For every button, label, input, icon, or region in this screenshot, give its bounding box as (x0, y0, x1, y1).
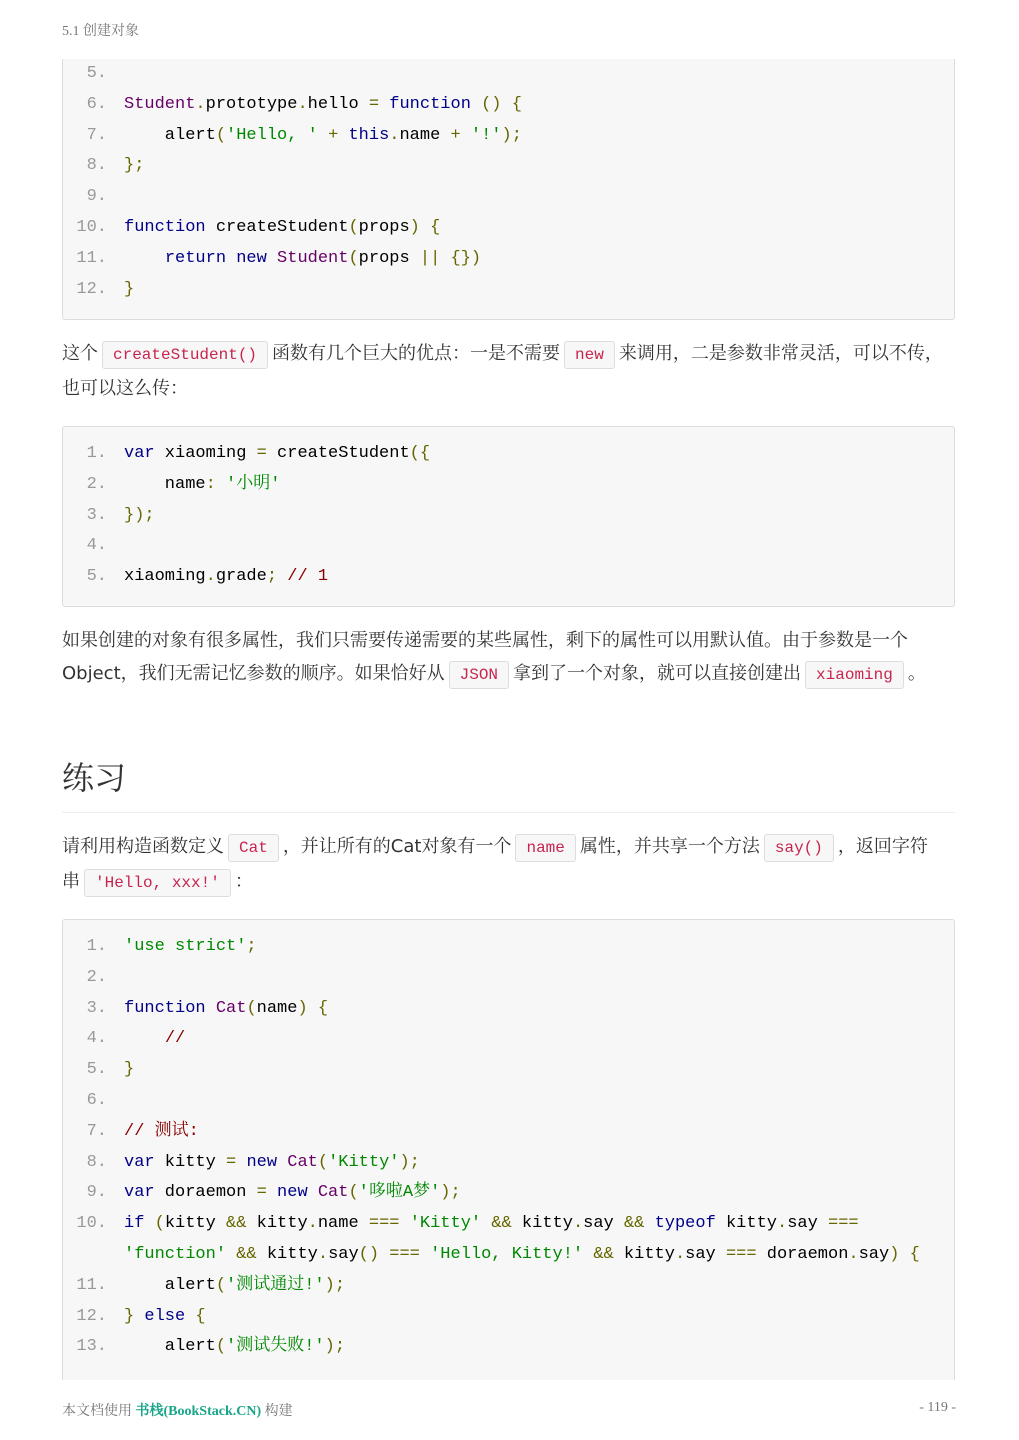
code-token (308, 1183, 318, 1202)
code-token: ( (246, 998, 257, 1018)
inline-code: xiaoming (805, 661, 904, 689)
code-token: '!' (470, 125, 502, 145)
code-token: ) (889, 1244, 900, 1264)
line-number: 7. (86, 1121, 107, 1141)
code-token: Cat (215, 998, 247, 1018)
code-line (63, 1332, 954, 1363)
code-token: === (389, 1244, 420, 1264)
section-heading: 练习 (62, 756, 955, 813)
code-token: alert (124, 125, 216, 145)
code-line (63, 121, 954, 152)
code-token: alert (124, 1275, 216, 1295)
code-token: . (848, 1244, 859, 1264)
code-token: kitty (715, 1214, 777, 1234)
code-token (420, 218, 430, 237)
line-number: 2. (86, 474, 107, 494)
code-line (63, 59, 954, 90)
code-token: say (328, 1244, 359, 1264)
code-token (420, 1245, 430, 1264)
code-token: 'Hello, ' (226, 125, 318, 145)
line-number: 3. (86, 505, 107, 525)
code-token: { (195, 1306, 206, 1326)
code-token (461, 126, 471, 145)
code-text (124, 562, 328, 593)
code-token: ); (501, 125, 522, 145)
paragraph-text: 。 (907, 663, 926, 684)
code-token: // 1 (287, 567, 329, 587)
paragraph-text: 属性，并共享一个方法 (579, 836, 760, 857)
footer-prefix: 本文档使用 (62, 1404, 132, 1419)
code-line (63, 1178, 954, 1209)
code-token: && (236, 1244, 257, 1264)
inline-code: 'Hello, xxx!' (84, 869, 231, 897)
bookstack-link[interactable]: 书栈(BookStack.CN) (135, 1404, 262, 1419)
line-number: 5. (86, 64, 107, 83)
code-text (124, 90, 522, 121)
code-token: . (317, 1244, 329, 1264)
code-text (124, 501, 155, 532)
code-text (124, 470, 280, 501)
line-number: 6. (86, 1090, 107, 1110)
code-text (124, 1148, 420, 1179)
code-token (267, 249, 277, 268)
code-token (440, 249, 450, 268)
code-token: + (450, 125, 461, 145)
page-number: - 119 - (919, 1400, 956, 1415)
line-number: 9. (86, 1183, 107, 1203)
line-number: 8. (86, 156, 107, 176)
code-token: && (623, 1214, 645, 1234)
line-number: 8. (86, 1152, 107, 1172)
code-token (277, 1153, 287, 1172)
code-token: typeof (654, 1214, 716, 1234)
code-token: . (777, 1214, 788, 1234)
code-text (124, 994, 328, 1025)
line-number: 13. (76, 1337, 107, 1357)
code-token: ( (154, 1214, 165, 1234)
code-token (134, 1307, 144, 1326)
footer-suffix: 构建 (264, 1404, 293, 1419)
code-token: doraemon (154, 1183, 257, 1203)
code-token: . (389, 125, 400, 145)
code-token: hello (307, 94, 369, 114)
code-token: } (124, 1306, 135, 1326)
code-text (124, 1302, 206, 1333)
code-token: name (399, 125, 451, 145)
line-number: 4. (86, 1029, 107, 1049)
code-token: props (358, 217, 410, 237)
code-token: alert (124, 1337, 216, 1357)
line-number: 1. (86, 937, 107, 956)
code-line (63, 182, 954, 213)
code-token (308, 999, 318, 1018)
code-token (583, 1245, 593, 1264)
code-line (63, 1302, 954, 1333)
code-token: === (725, 1244, 757, 1264)
code-line (63, 531, 954, 562)
code-token (481, 1214, 491, 1233)
code-token: new (246, 1152, 278, 1172)
line-number: 6. (86, 94, 107, 114)
code-token: . (297, 94, 308, 114)
code-token: '小明' (226, 474, 281, 494)
line-number: 5. (86, 567, 107, 587)
code-token: ) (297, 998, 308, 1018)
code-line (63, 90, 954, 121)
code-token: () (358, 1244, 380, 1264)
code-token (236, 1153, 246, 1172)
code-token (399, 1214, 409, 1233)
code-token (471, 95, 481, 114)
code-line (63, 932, 954, 963)
code-token: ) (409, 217, 420, 237)
code-line (63, 1271, 954, 1302)
code-line (63, 1086, 954, 1117)
code-token: 'use strict' (124, 937, 247, 956)
inline-code: createStudent() (102, 341, 268, 369)
code-token: && (491, 1214, 512, 1234)
code-line (63, 213, 954, 244)
paragraph-text: ，并让所有的Cat对象有一个 (282, 836, 512, 857)
line-number: 10. (76, 1214, 107, 1234)
code-text (124, 1024, 185, 1055)
line-number: 1. (86, 444, 107, 463)
code-token: . (195, 94, 206, 114)
code-token: var (124, 1152, 155, 1172)
code-token: Cat (287, 1152, 318, 1172)
code-token: createStudent (205, 217, 349, 237)
code-token: prototype (205, 94, 298, 114)
code-text (124, 1332, 345, 1363)
code-token: } (124, 279, 135, 299)
code-token: // 测试: (124, 1121, 199, 1141)
code-token (226, 1245, 236, 1264)
code-token: '测试通过!' (226, 1275, 325, 1295)
code-token (379, 95, 389, 114)
code-token: xiaoming (154, 444, 257, 463)
inline-code: new (564, 341, 615, 369)
code-token: } (124, 1060, 135, 1080)
code-token: new (236, 248, 267, 268)
code-token (226, 249, 236, 268)
paragraph-default-values (62, 624, 955, 692)
code-token: kitty (164, 1214, 227, 1234)
line-number: 7. (86, 125, 107, 145)
code-token (206, 999, 216, 1018)
code-token: var (124, 1183, 155, 1203)
code-token: 'Kitty' (328, 1152, 400, 1172)
code-token: ); (324, 1337, 346, 1357)
code-token: var (124, 444, 155, 463)
code-token: kitty (154, 1152, 227, 1172)
paragraph-exercise (62, 830, 955, 900)
code-text (124, 1178, 461, 1209)
line-number: 5. (86, 1060, 107, 1080)
code-token: ( (348, 248, 359, 268)
code-token: . (572, 1214, 584, 1234)
code-token: Student (124, 94, 196, 114)
code-token: 'Kitty' (409, 1214, 482, 1234)
code-token: ( (215, 1337, 227, 1357)
code-text (124, 121, 522, 152)
code-line (63, 501, 954, 532)
code-token: = (368, 94, 380, 114)
code-line (63, 562, 954, 593)
inline-code: name (515, 834, 575, 862)
inline-code: Cat (228, 834, 279, 862)
code-token: kitty (613, 1244, 675, 1264)
code-token: && (593, 1244, 614, 1264)
code-token (644, 1214, 654, 1233)
line-number: 10. (76, 217, 107, 237)
code-token: grade (215, 567, 267, 587)
code-token: kitty (256, 1244, 318, 1264)
code-line (63, 963, 954, 994)
code-token (277, 567, 287, 586)
code-token (318, 126, 328, 145)
line-number: 3. (86, 998, 107, 1018)
code-block-cat-exercise (62, 919, 955, 1380)
code-token: props (358, 248, 420, 268)
code-token: || (419, 248, 441, 268)
paragraph-text: 请利用构造函数定义 (62, 836, 224, 857)
code-token: 'Hello, Kitty!' (430, 1244, 584, 1264)
code-token: = (256, 1183, 267, 1203)
code-token: xiaoming (124, 567, 206, 587)
code-token: = (256, 444, 267, 463)
code-token: ( (215, 1275, 227, 1295)
code-token: ; (246, 937, 257, 956)
code-line (63, 439, 954, 470)
code-token: }); (124, 505, 155, 525)
paragraph-create-student (62, 337, 955, 405)
code-token: ( (348, 1183, 359, 1203)
line-number: 12. (76, 279, 107, 299)
code-token: ({ (409, 444, 431, 463)
code-token (899, 1245, 909, 1264)
code-token: say (685, 1244, 726, 1264)
code-text (124, 1209, 859, 1240)
code-token: name (256, 998, 298, 1018)
code-token: { (909, 1244, 920, 1264)
code-line (63, 1024, 954, 1055)
code-text (124, 213, 440, 244)
code-block-create-xiaoming (62, 426, 955, 607)
code-line (63, 1148, 954, 1179)
code-text (124, 439, 430, 470)
code-token: ( (215, 125, 227, 145)
code-block-student-prototype (62, 59, 955, 320)
code-token: // (164, 1029, 186, 1049)
code-token: kitty (246, 1214, 308, 1234)
code-token: else (144, 1306, 186, 1326)
line-number: 2. (86, 967, 107, 987)
code-token: ); (324, 1275, 346, 1295)
code-line (63, 994, 954, 1025)
code-text (124, 275, 134, 306)
inline-code: say() (764, 834, 834, 862)
code-token: return (164, 248, 227, 268)
code-text (124, 1055, 134, 1086)
footer-credit (62, 1400, 293, 1420)
code-token: 'function' (124, 1244, 227, 1264)
code-token: . (674, 1244, 686, 1264)
code-text (124, 1240, 920, 1271)
code-token (338, 126, 348, 145)
code-token: + (328, 125, 339, 145)
code-token: say (858, 1244, 890, 1264)
code-token: function (124, 998, 206, 1018)
code-token: ( (317, 1152, 329, 1172)
paragraph-text: 这个 (62, 343, 98, 364)
code-token: { (317, 998, 329, 1018)
code-token: {}) (450, 248, 482, 268)
code-token: . (307, 1214, 318, 1234)
code-token: function (389, 94, 471, 114)
code-text (124, 1117, 199, 1148)
code-token: '测试失败!' (226, 1337, 325, 1357)
code-line (63, 470, 954, 501)
code-token: }; (124, 156, 145, 176)
code-line (63, 275, 954, 306)
code-token (144, 1214, 154, 1233)
code-text (124, 1271, 345, 1302)
code-token: ); (399, 1152, 420, 1172)
code-token: Cat (317, 1183, 349, 1203)
code-token: '哆啦A梦' (358, 1183, 441, 1203)
code-token: ; (266, 567, 278, 587)
line-number: 9. (86, 187, 107, 207)
line-number: 4. (86, 536, 107, 556)
code-token: { (430, 217, 441, 237)
paragraph-text: 函数有几个巨大的优点：一是不需要 (272, 343, 561, 364)
code-token: this (348, 125, 390, 145)
code-line (63, 1055, 954, 1086)
inline-code: JSON (449, 661, 509, 689)
paragraph-text: ，返回字符串 (62, 836, 928, 892)
code-token (124, 1029, 165, 1048)
code-token: kitty (511, 1214, 573, 1234)
code-token (216, 475, 226, 494)
code-token: === (828, 1214, 859, 1234)
code-token: Student (277, 248, 349, 268)
paragraph-text: ： (234, 871, 253, 892)
code-token: . (205, 567, 216, 587)
code-token: () { (481, 94, 522, 114)
paragraph-text: 如果创建的对象有很多属性，我们只需要传递需要的某些属性，剩下的属性可以用默认值。由于参数是一个Object，我们无需记忆参数的顺序。如果恰好从 (62, 630, 908, 684)
code-line (63, 244, 954, 275)
paragraph-text: 拿到了一个对象，就可以直接创建出 (513, 663, 802, 684)
line-number: 11. (76, 1275, 107, 1295)
code-line (63, 1240, 954, 1271)
code-line (63, 1117, 954, 1148)
code-token (185, 1307, 195, 1326)
code-token: = (226, 1152, 237, 1172)
code-text (124, 244, 481, 275)
code-token: && (226, 1214, 247, 1234)
code-line (63, 1209, 954, 1240)
code-token: say (583, 1214, 624, 1234)
running-header: 5.1 创建对象 (62, 24, 139, 39)
code-line (63, 151, 954, 182)
paragraph-text: 来调用，二是参数非常灵活，可以不传，也可以这么传： (62, 343, 943, 399)
code-token: say (787, 1214, 829, 1234)
code-token (124, 249, 165, 268)
code-token: function (124, 217, 206, 237)
code-token: name (124, 474, 206, 494)
code-token: new (277, 1183, 308, 1203)
code-token: if (124, 1214, 145, 1234)
code-token: name (317, 1214, 369, 1234)
code-token: === (368, 1214, 400, 1234)
code-token: createStudent (266, 444, 410, 463)
code-token: ( (348, 217, 359, 237)
code-token: doraemon (756, 1244, 849, 1264)
code-token: : (205, 474, 216, 494)
code-token (379, 1245, 389, 1264)
line-number: 12. (76, 1306, 107, 1326)
code-token: ); (440, 1183, 461, 1203)
code-text (124, 151, 144, 182)
code-text (124, 932, 257, 963)
line-number: 11. (76, 248, 107, 268)
code-token (267, 1183, 277, 1202)
